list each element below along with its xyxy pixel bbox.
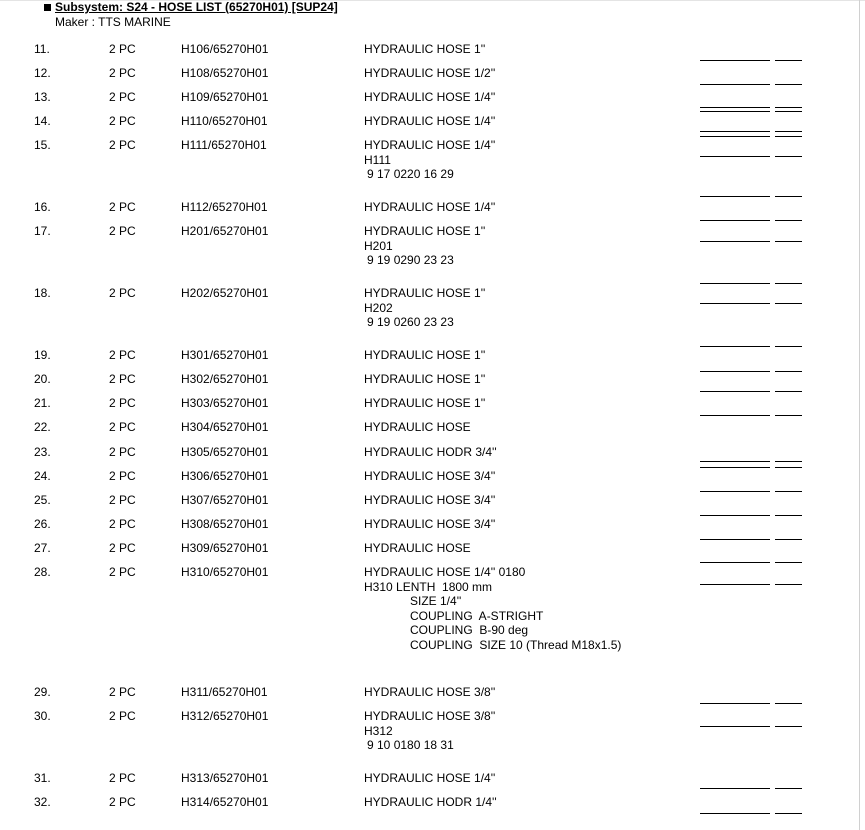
description-line: H201 [364,238,393,253]
item-number: 25. [34,493,51,507]
item-description [364,200,495,215]
description-line: H111 [364,152,391,167]
description-line: 9 17 0220 16 29 [367,167,454,181]
description-line: H310 LENTH 1800 mm [364,579,493,594]
item-quantity: 2 PC [109,114,136,128]
description-line: HYDRAULIC HOSE 1'' [364,42,486,56]
description-line: HYDRAULIC HOSE 3/4'' [364,517,496,531]
quantity-blank-line [700,107,770,108]
quantity-blank-line [700,726,770,727]
subsystem-title: Subsystem: S24 - HOSE LIST (65270H01) [SUP24] [55,0,338,14]
check-blank-line [775,562,802,563]
description-line: H202 [364,300,393,315]
check-blank-line [775,415,802,416]
check-blank-line [775,111,802,112]
item-number: 18. [34,286,51,300]
item-part-number: H301/65270H01 [181,348,269,362]
item-quantity: 2 PC [109,517,136,531]
description-line: HYDRAULIC HOSE 3/4'' [364,469,496,483]
quantity-blank-line [700,131,770,132]
description-line: HYDRAULIC HOSE 3/8'' [364,685,496,699]
check-blank-line [775,788,802,789]
item-description [364,493,495,508]
check-blank-line [775,515,802,516]
quantity-blank-line [700,60,770,61]
check-blank-line [775,813,802,814]
item-description [364,396,485,411]
quantity-blank-line [700,813,770,814]
description-line: COUPLING A-STRIGHT [410,608,544,623]
item-number: 15. [34,138,51,152]
description-line: COUPLING SIZE 10 (Thread M18x1.5) [410,637,622,652]
description-line: HYDRAULIC HOSE 3/4'' [364,493,496,507]
item-number: 17. [34,224,51,238]
item-description [364,445,497,460]
description-line: HYDRAULIC HOSE 1'' [364,348,486,362]
check-blank-line [775,703,802,704]
check-blank-line [775,461,802,462]
quantity-blank-line [700,539,770,540]
description-line: 9 19 0290 23 23 [367,253,454,267]
item-quantity: 2 PC [109,469,136,483]
item-number: 14. [34,114,51,128]
maker-label: Maker : TTS MARINE [55,15,171,29]
item-description [364,469,495,484]
check-blank-line [775,726,802,727]
quantity-blank-line [700,467,770,468]
check-blank-line [775,283,802,284]
item-number: 28. [34,565,51,579]
description-line: 9 19 0260 23 23 [367,315,454,329]
item-description [364,348,485,363]
item-quantity: 2 PC [109,420,136,434]
item-description [364,90,495,105]
check-blank-line [775,107,802,108]
item-quantity: 2 PC [109,565,136,579]
check-blank-line [775,131,802,132]
item-quantity: 2 PC [109,541,136,555]
item-description [364,114,495,129]
quantity-blank-line [700,461,770,462]
quantity-blank-line [700,111,770,112]
check-blank-line [775,491,802,492]
item-number: 16. [34,200,51,214]
description-line: HYDRAULIC HOSE 1'' [364,396,486,410]
item-part-number: H110/65270H01 [181,114,268,128]
check-blank-line [775,241,802,242]
item-part-number: H106/65270H01 [181,42,269,56]
item-number: 29. [34,685,51,699]
description-line: HYDRAULIC HODR 3/4'' [364,445,497,459]
item-number: 31. [34,771,51,785]
item-part-number: H111/65270H01 [181,138,267,152]
check-blank-line [775,136,802,137]
item-number: 12. [34,66,51,80]
quantity-blank-line [700,241,770,242]
item-number: 22. [34,420,51,434]
quantity-blank-line [700,303,770,304]
item-number: 19. [34,348,51,362]
description-line: HYDRAULIC HOSE [364,420,471,434]
quantity-blank-line [700,415,770,416]
item-number: 13. [34,90,51,104]
item-description [364,541,471,556]
description-line: HYDRAULIC HOSE 1/2'' [364,66,496,80]
item-part-number: H108/65270H01 [181,66,269,80]
item-quantity: 2 PC [109,493,136,507]
item-description [364,709,495,753]
item-quantity: 2 PC [109,224,136,238]
quantity-blank-line [700,84,770,85]
quantity-blank-line [700,584,770,585]
quantity-blank-line [700,283,770,284]
item-description [364,42,485,57]
item-part-number: H306/65270H01 [181,469,269,483]
item-description [364,685,495,700]
item-part-number: H304/65270H01 [181,420,269,434]
check-blank-line [775,539,802,540]
item-description [364,420,471,435]
description-line: HYDRAULIC HOSE 1/4'' [364,138,496,152]
check-blank-line [775,371,802,372]
item-part-number: H310/65270H01 [181,565,269,579]
check-blank-line [775,196,802,197]
quantity-blank-line [700,371,770,372]
item-description [364,795,497,810]
description-line: HYDRAULIC HOSE 1/4'' [364,771,496,785]
check-blank-line [775,584,802,585]
item-quantity: 2 PC [109,709,136,723]
item-number: 11. [34,42,50,56]
item-part-number: H305/65270H01 [181,445,269,459]
item-number: 30. [34,709,51,723]
description-line: HYDRAULIC HOSE 1'' [364,286,486,300]
quantity-blank-line [700,391,770,392]
check-blank-line [775,391,802,392]
item-quantity: 2 PC [109,372,136,386]
item-part-number: H311/65270H01 [181,685,268,699]
quantity-blank-line [700,515,770,516]
item-quantity: 2 PC [109,348,136,362]
item-part-number: H202/65270H01 [181,286,269,300]
quantity-blank-line [700,562,770,563]
item-quantity: 2 PC [109,795,136,809]
quantity-blank-line [700,156,770,157]
item-quantity: 2 PC [109,66,136,80]
description-line: HYDRAULIC HODR 1/4'' [364,795,497,809]
item-part-number: H314/65270H01 [181,795,269,809]
item-quantity: 2 PC [109,685,136,699]
description-line: H312 [364,723,393,738]
item-description [364,517,495,532]
description-line: HYDRAULIC HOSE 1'' [364,372,486,386]
check-blank-line [775,84,802,85]
item-part-number: H313/65270H01 [181,771,269,785]
item-quantity: 2 PC [109,90,136,104]
item-description [364,224,485,268]
item-quantity: 2 PC [109,200,136,214]
description-line: HYDRAULIC HOSE 3/8'' [364,709,496,723]
item-quantity: 2 PC [109,286,136,300]
item-part-number: H201/65270H01 [181,224,269,238]
item-number: 20. [34,372,51,386]
item-quantity: 2 PC [109,771,136,785]
item-part-number: H302/65270H01 [181,372,269,386]
description-line: HYDRAULIC HOSE 1/4'' [364,90,496,104]
check-blank-line [775,467,802,468]
quantity-blank-line [700,703,770,704]
item-part-number: H109/65270H01 [181,90,269,104]
check-blank-line [775,303,802,304]
item-quantity: 2 PC [109,445,136,459]
quantity-blank-line [700,491,770,492]
item-description [364,771,495,786]
item-part-number: H307/65270H01 [181,493,269,507]
item-part-number: H112/65270H01 [181,200,268,214]
description-line: HYDRAULIC HOSE 1/4'' [364,114,496,128]
item-number: 26. [34,517,51,531]
quantity-blank-line [700,346,770,347]
item-part-number: H308/65270H01 [181,517,269,531]
item-description [364,372,485,387]
quantity-blank-line [700,136,770,137]
description-line: HYDRAULIC HOSE 1/4'' [364,200,496,214]
item-description [364,66,495,81]
quantity-blank-line [700,196,770,197]
item-number: 24. [34,469,51,483]
item-part-number: H312/65270H01 [181,709,269,723]
item-number: 21. [34,396,51,410]
description-line: 9 10 0180 18 31 [367,738,454,752]
check-blank-line [775,346,802,347]
item-part-number: H309/65270H01 [181,541,269,555]
item-quantity: 2 PC [109,138,136,152]
item-quantity: 2 PC [109,42,136,56]
description-line: HYDRAULIC HOSE 1/4'' 0180 [364,565,526,579]
check-blank-line [775,60,802,61]
check-blank-line [775,156,802,157]
item-number: 32. [34,795,51,809]
item-part-number: H303/65270H01 [181,396,269,410]
description-line: COUPLING B-90 deg [410,623,529,637]
description-line: SIZE 1/4'' [410,594,462,608]
item-number: 23. [34,445,51,459]
description-line: HYDRAULIC HOSE [364,541,471,555]
item-number: 27. [34,541,51,555]
quantity-blank-line [700,788,770,789]
item-description [364,138,495,182]
check-blank-line [775,220,802,221]
item-quantity: 2 PC [109,396,136,410]
description-line: HYDRAULIC HOSE 1'' [364,224,486,238]
item-description [364,565,621,652]
quantity-blank-line [700,220,770,221]
item-description [364,286,485,330]
